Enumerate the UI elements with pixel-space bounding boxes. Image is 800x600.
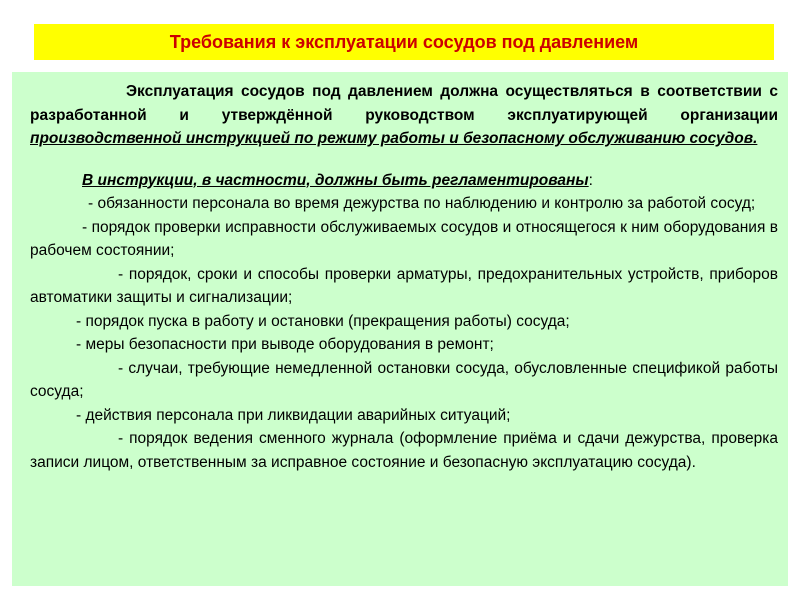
page-title: Требования к эксплуатации сосудов под давлением — [169, 31, 639, 52]
list-heading — [30, 169, 778, 193]
list-item: - меры безопасности при выводе оборудования в ремонт; — [76, 336, 494, 353]
content-panel — [12, 72, 788, 586]
intro-text: Эксплуатация сосудов под давлением должна осуществляться в соответствии с разработанной и утверждённой руководством эксплуатирующей организации — [30, 83, 778, 124]
list-item: - обязанности персонала во время дежурства по наблюдению и контролю за работой сосуд; — [88, 195, 756, 212]
list-item: - порядок пуска в работу и остановки (прекращения работы) сосуда; — [76, 312, 570, 330]
list-heading-suffix: : — [588, 171, 593, 189]
list-item: - порядок, сроки и способы проверки арматуры, предохранительных устройств, приборов автоматики защиты и сигнализации; — [30, 265, 778, 306]
intro-emphasis: производственной инструкцией по режиму работы и безопасному обслуживанию сосудов. — [30, 130, 758, 147]
requirements-list — [30, 192, 778, 474]
intro-paragraph — [30, 80, 778, 151]
list-heading-text: В инструкции, в частности, должны быть регламентированы — [82, 171, 589, 189]
list-item: - порядок проверки исправности обслуживаемых сосудов и относящегося к ним оборудования в рабочем состоянии; — [30, 218, 778, 259]
list-item: - действия персонала при ликвидации аварийных ситуаций; — [76, 406, 511, 424]
list-item: - порядок ведения сменного журнала (оформление приёма и сдачи дежурства, проверка записи лицом, ответственным за исправное состояние и безопасную эксплуатацию сосуда). — [30, 430, 778, 471]
list-item: - случаи, требующие немедленной остановки сосуда, обусловленные спецификой работы сосуда; — [30, 359, 778, 400]
title-banner — [34, 24, 774, 60]
